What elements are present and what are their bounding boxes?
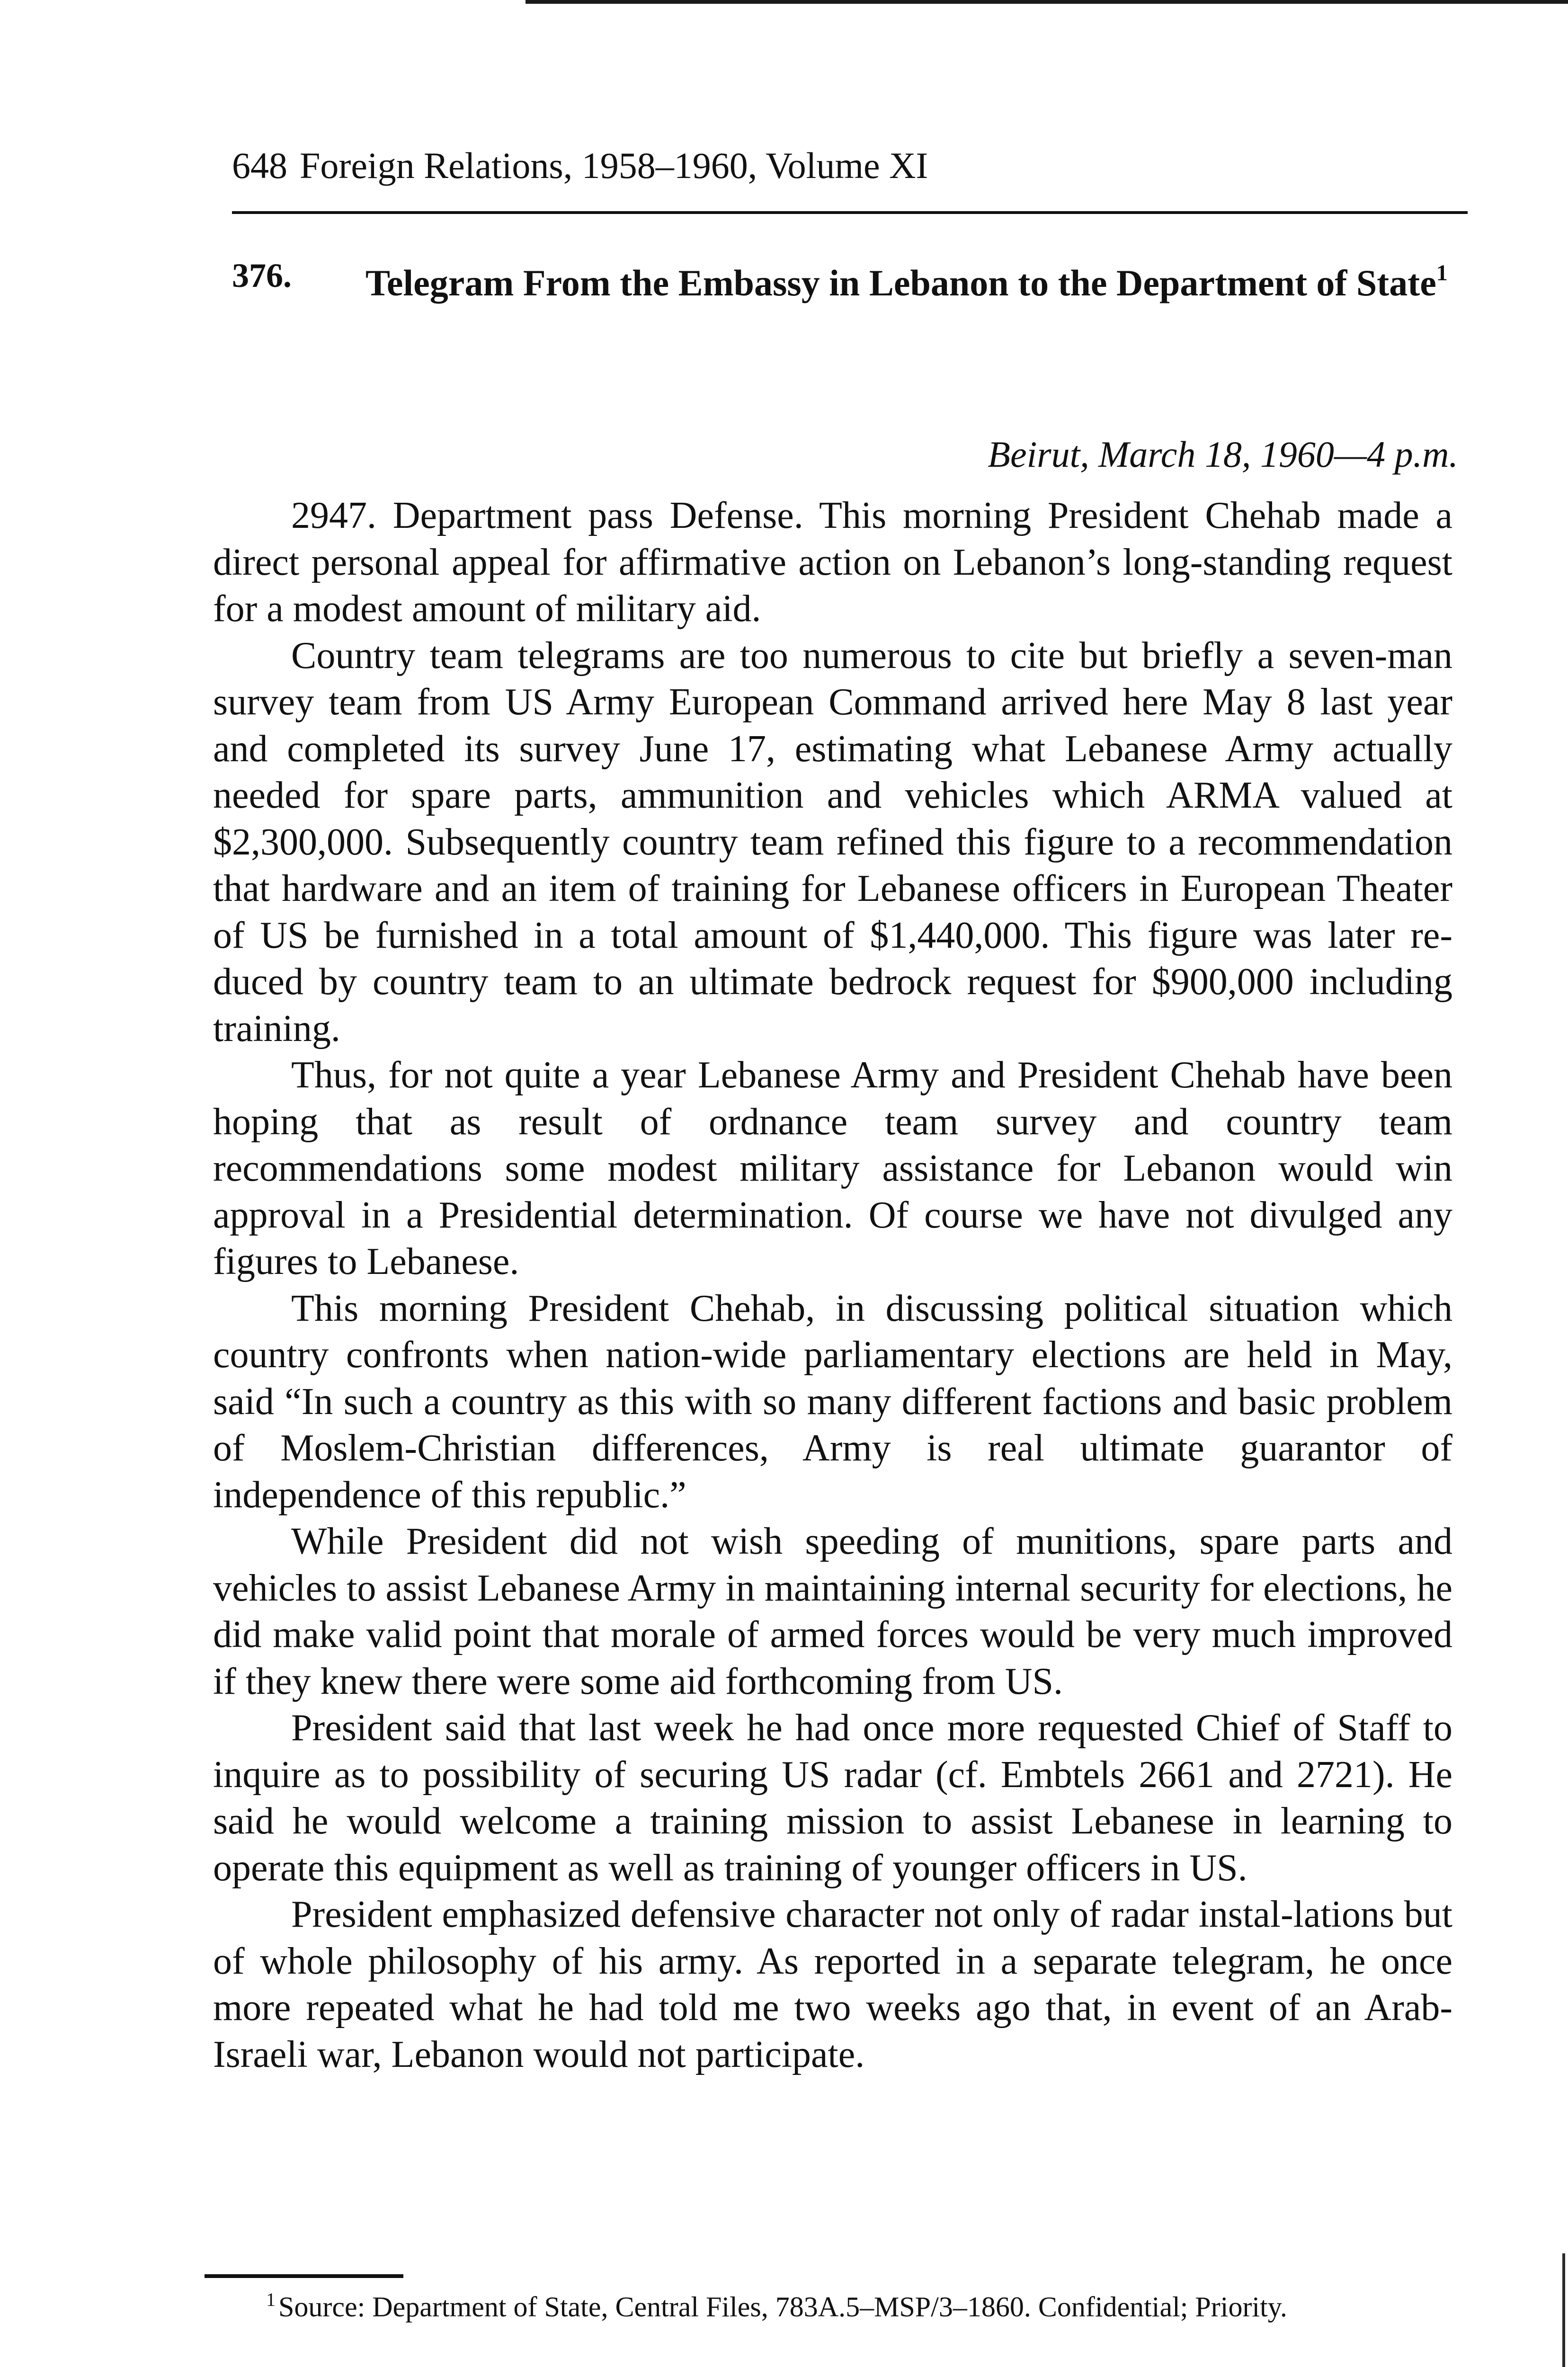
scan-top-edge bbox=[526, 0, 1568, 4]
paragraph: Country team telegrams are too numerous to cite but briefly a seven-man survey team from US Army European Command arrived here May 8 last year and completed its survey June 17, estimating what Lebanese Army actually needed for spare parts, ammunition and vehicles which ARMA valued at $2,300,000. Subsequently country team refined this figure to a recommendation that hardware and an item of training for Lebanese officers in European Theater of US be furnished in a total amount of $1,440,000. This figure was later re-duced by country team to an ultimate bedrock request for $900,000 including training. bbox=[213, 634, 1452, 1050]
paragraph: President emphasized defensive character not only of radar instal-lations but of whole philosophy of his army. As reported in a separate telegram, he once more repeated what he had told me two weeks ago that, in event of an Arab-Israeli war, Lebanon would not participate. bbox=[213, 1894, 1452, 2075]
running-title: Foreign Relations, 1958–1960, Volume XI bbox=[300, 145, 928, 186]
title-footnote-ref: 1 bbox=[1436, 260, 1448, 285]
paragraph: Thus, for not quite a year Lebanese Army and President Chehab have been hoping that as result of ordnance team survey and country team recommendations some modest military assistance for Lebanon would win approval in a Presidential determination. Of course we have not divulged any figures to Lebanese. bbox=[213, 1054, 1452, 1282]
paragraph: President said that last week he had once more requested Chief of Staff to inquire as to possibility of securing US radar (cf. Embtels 2661 and 2721). He said he would welcome a training mission to assist Lebanese in learning to operate this equipment as well as training of younger officers in US. bbox=[213, 1707, 1452, 1889]
footnote-text: Source: Department of State, Central Files, 783A.5–MSP/3–1860. Confidential; Priority. bbox=[278, 2291, 1287, 2323]
running-header bbox=[232, 142, 1468, 189]
paragraph: 2947. Department pass Defense. This morning President Chehab made a direct personal appeal for affirmative action on Lebanon’s long-standing request for a modest amount of military aid. bbox=[213, 495, 1452, 630]
telegram-body bbox=[213, 492, 1452, 2078]
dateline: Beirut, March 18, 1960—4 p.m. bbox=[988, 434, 1458, 475]
footnote bbox=[205, 2291, 1435, 2323]
page-number: 648 bbox=[232, 145, 287, 186]
document-title bbox=[365, 259, 1469, 307]
document-number: 376. bbox=[232, 257, 292, 294]
scan-right-edge bbox=[1562, 2253, 1565, 2367]
footnote-mark: 1 bbox=[266, 2289, 276, 2310]
paragraph: While President did not wish speeding of munitions, spare parts and vehicles to assist Lebanese Army in maintaining internal security for elections, he did make valid point that morale of armed forces would be very much improved if they knew there were some aid forthcoming from US. bbox=[213, 1521, 1452, 1702]
footnote-rule bbox=[205, 2274, 403, 2278]
document-title-text: Telegram From the Embassy in Lebanon to the Department of State bbox=[365, 262, 1436, 303]
header-rule bbox=[232, 211, 1468, 214]
paragraph: This morning President Chehab, in discussing political situation which country confronts when nation-wide parliamentary elections are held in May, said “In such a country as this with so many different factions and basic problem of Moslem-Christian differences, Army is real ultimate guarantor of independence of this republic.” bbox=[213, 1287, 1452, 1516]
